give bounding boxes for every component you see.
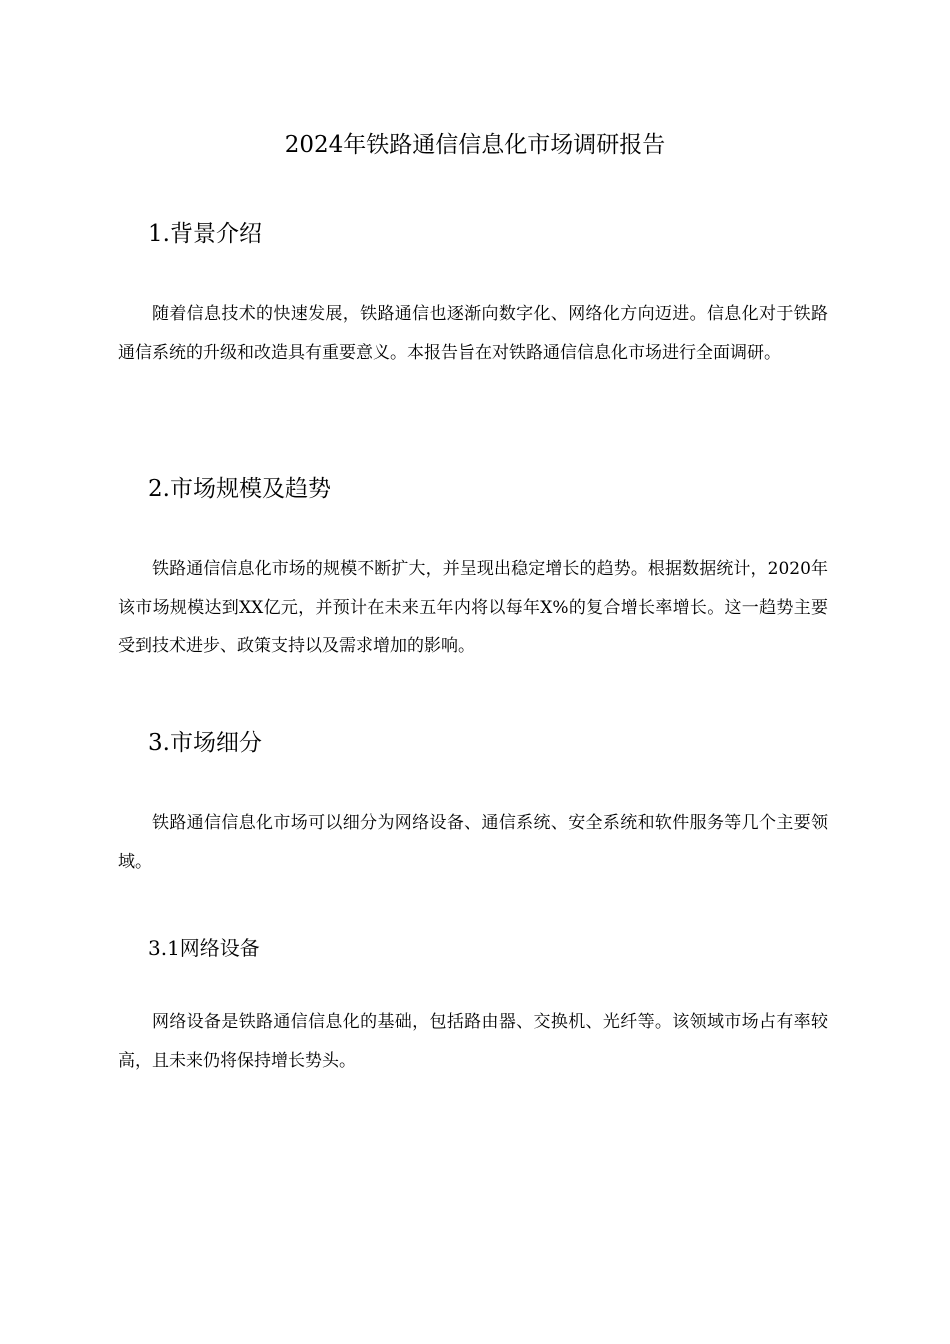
section-paragraph-background: 随着信息技术的快速发展，铁路通信也逐渐向数字化、网络化方向迈进。信息化对于铁路通信系统的升级和改造具有重要意义。本报告旨在对铁路通信信息化市场进行全面调研。 <box>118 304 828 363</box>
subsection-paragraph-network-equipment: 网络设备是铁路通信信息化的基础，包括路由器、交换机、光纤等。该领域市场占有率较高，且未来仍将保持增长势头。 <box>118 1012 828 1071</box>
section-heading-market-size: 2.市场规模及趋势 <box>148 476 331 502</box>
section-heading-segmentation: 3.市场细分 <box>148 730 262 756</box>
section-heading-background: 1.背景介绍 <box>148 221 262 247</box>
section-paragraph-segmentation: 铁路通信信息化市场可以细分为网络设备、通信系统、安全系统和软件服务等几个主要领域。 <box>118 813 828 872</box>
section-paragraph-market-size: 铁路通信信息化市场的规模不断扩大，并呈现出稳定增长的趋势。根据数据统计，2020年该市场规模达到XX亿元，并预计在未来五年内将以每年X%的复合增长率增长。这一趋势主要受到技术进步、政策支持以及需求增加的影响。 <box>118 559 828 656</box>
document-title: 2024年铁路通信信息化市场调研报告 <box>284 132 666 158</box>
subsection-heading-network-equipment: 3.1网络设备 <box>148 936 260 960</box>
